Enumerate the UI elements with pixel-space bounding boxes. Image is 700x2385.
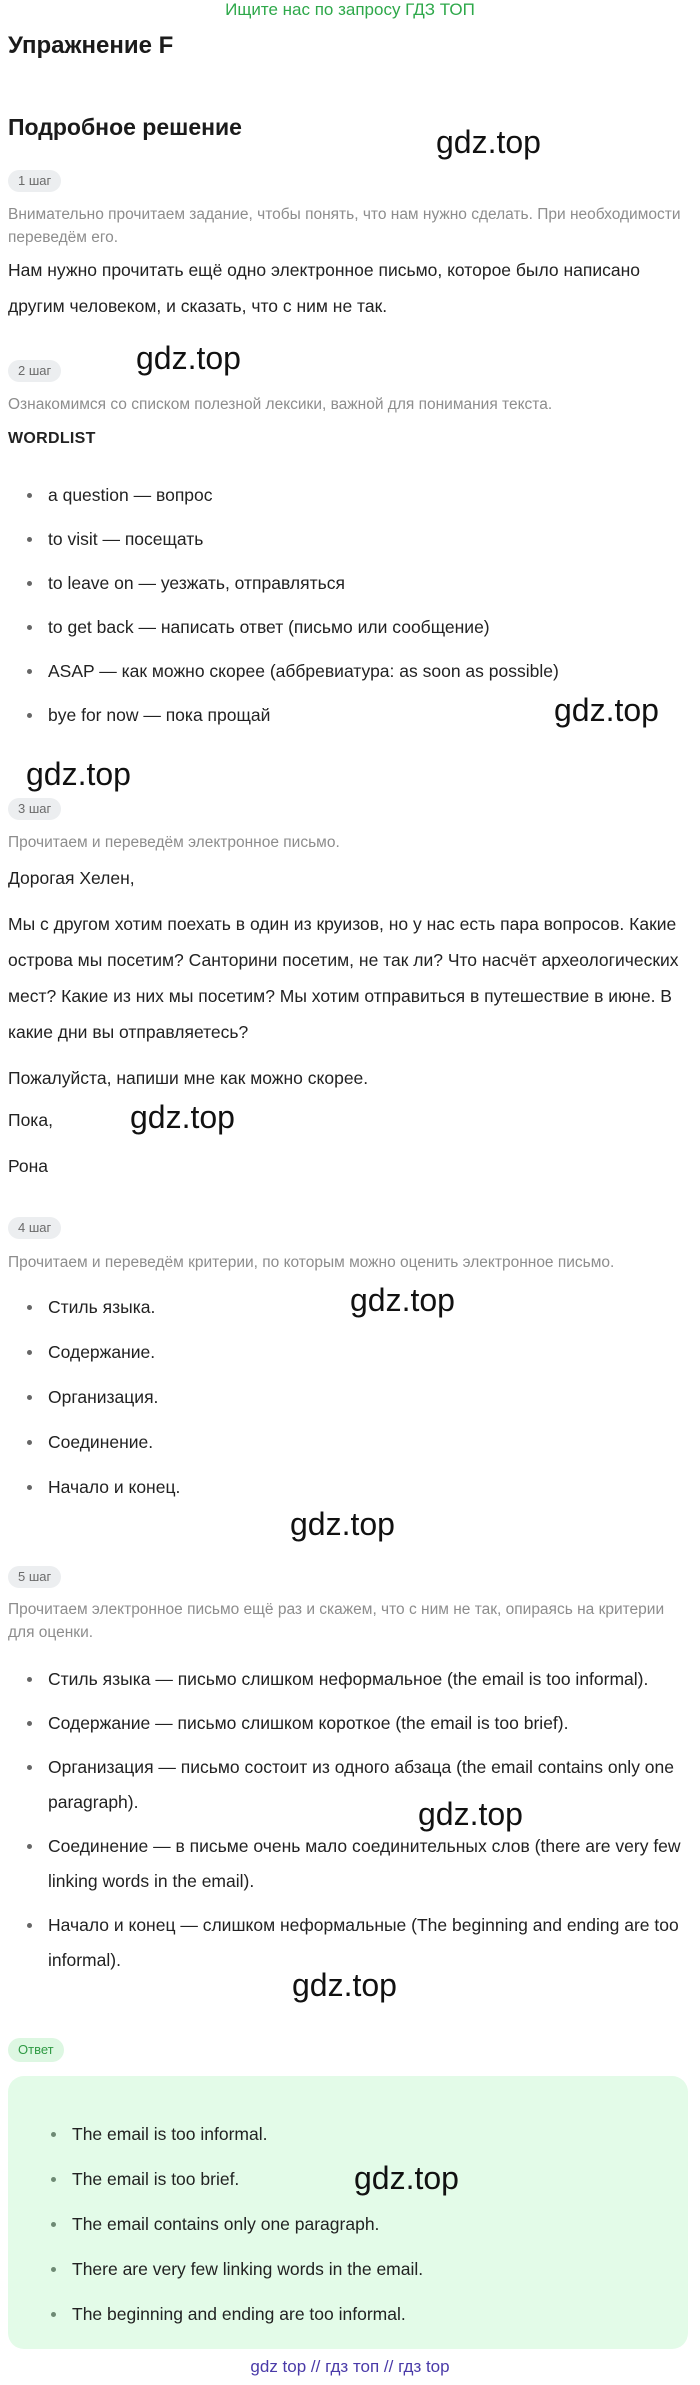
step-1-note: Внимательно прочитаем задание, чтобы понять, что нам нужно сделать. При необходимости переведём его. — [8, 206, 681, 246]
list-item: The email is too brief. — [32, 2157, 672, 2202]
watermark: gdz.top — [418, 1796, 523, 1832]
step-1-text: Нам нужно прочитать ещё одно электронное письмо, которое было написано другим человеком, и сказать, что с ним не так. — [8, 260, 641, 316]
step-badge-5: 5 шаг — [8, 1566, 61, 1588]
list-item: bye for now — пока прощай — [8, 698, 688, 733]
watermark: gdz.top — [354, 2160, 459, 2196]
footer-links[interactable]: gdz top // гдз топ // гдз top — [250, 2357, 450, 2376]
list-item: Стиль языка. — [8, 1290, 688, 1325]
list-item: The email is too informal. — [32, 2112, 672, 2157]
step-5-note: Прочитаем электронное письмо ещё раз и скажем, что с ним не так, опираясь на критерии для оценки. — [8, 1601, 665, 1641]
list-item: The email contains only one paragraph. — [32, 2202, 672, 2247]
watermark: gdz.top — [350, 1282, 455, 1318]
list-item: Соединение — в письме очень мало соединительных слов (there are very few linking words in the email). — [8, 1829, 688, 1899]
list-item: Начало и конец. — [8, 1470, 688, 1505]
watermark: gdz.top — [290, 1506, 395, 1542]
answer-badge: Ответ — [8, 2038, 64, 2062]
letter-signature: Рона — [8, 1156, 49, 1176]
answer-box — [8, 2076, 688, 2349]
list-item: ASAP — как можно скорее (аббревиатура: as soon as possible) — [8, 654, 688, 689]
watermark: gdz.top — [26, 756, 131, 792]
watermark: gdz.top — [554, 692, 659, 728]
list-item: to get back — написать ответ (письмо или сообщение) — [8, 610, 688, 645]
list-item: Соединение. — [8, 1425, 688, 1460]
letter-request: Пожалуйста, напиши мне как можно скорее. — [8, 1068, 369, 1088]
list-item: Организация — письмо состоит из одного абзаца (the email contains only one paragraph). — [8, 1750, 688, 1820]
evaluation-list — [8, 1662, 688, 1978]
list-item: Содержание — письмо слишком короткое (the email is too brief). — [8, 1706, 688, 1741]
list-item: Начало и конец — слишком неформальные (The beginning and ending are too informal). — [8, 1908, 688, 1978]
section-title: Подробное решение — [8, 114, 242, 140]
letter-closing: Пока, — [8, 1110, 53, 1130]
list-item: to visit — посещать — [8, 522, 688, 557]
list-item: Содержание. — [8, 1335, 688, 1370]
step-4-note: Прочитаем и переведём критерии, по которым можно оценить электронное письмо. — [8, 1254, 615, 1271]
list-item: Стиль языка — письмо слишком неформальное (the email is too informal). — [8, 1662, 688, 1697]
step-badge-3: 3 шаг — [8, 798, 61, 820]
step-2-note: Ознакомимся со списком полезной лексики, важной для понимания текста. — [8, 396, 553, 413]
step-badge-2: 2 шаг — [8, 360, 61, 382]
criteria-list — [8, 1290, 688, 1505]
list-item: Организация. — [8, 1380, 688, 1415]
page-title: Упражнение F — [8, 32, 174, 59]
letter-paragraph: Мы с другом хотим поехать в один из круизов, но у нас есть пара вопросов. Какие острова мы посетим? Санторини посетим, не так ли? Что насчёт археологических мест? Какие из них мы посетим? Мы хотим отправиться в путешествие в июне. В какие дни вы отправляетесь? — [8, 914, 679, 1042]
top-banner: Ищите нас по запросу ГДЗ ТОП — [225, 0, 475, 19]
wordlist-heading: WORDLIST — [8, 430, 96, 447]
step-badge-1: 1 шаг — [8, 170, 61, 192]
list-item: to leave on — уезжать, отправляться — [8, 566, 688, 601]
watermark: gdz.top — [436, 124, 541, 160]
watermark: gdz.top — [136, 340, 241, 376]
list-item: There are very few linking words in the email. — [32, 2247, 672, 2292]
letter-greeting: Дорогая Хелен, — [8, 868, 135, 888]
step-3-note: Прочитаем и переведём электронное письмо. — [8, 834, 340, 851]
step-badge-4: 4 шаг — [8, 1217, 61, 1239]
watermark: gdz.top — [130, 1099, 235, 1135]
watermark: gdz.top — [292, 1967, 397, 2003]
list-item: a question — вопрос — [8, 478, 688, 513]
answer-list — [32, 2112, 672, 2337]
list-item: The beginning and ending are too informal. — [32, 2292, 672, 2337]
